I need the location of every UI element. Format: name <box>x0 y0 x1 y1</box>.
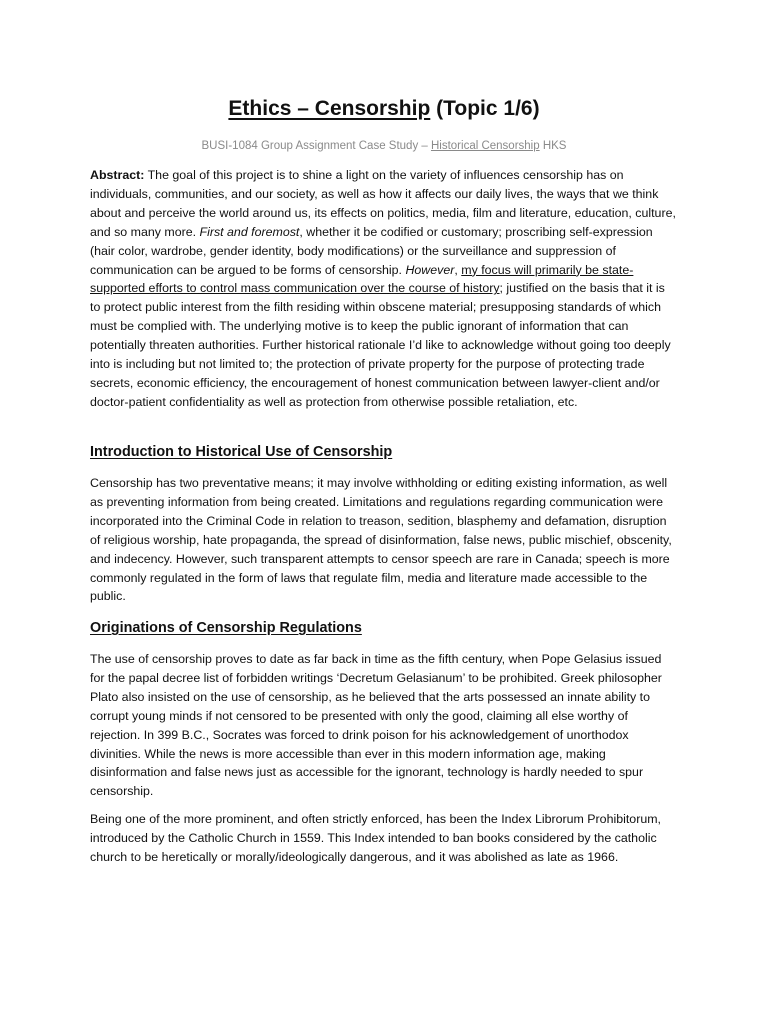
section-paragraph-introduction: Censorship has two preventative means; it may involve withholding or editing existing information, as well as preventing information from being created. Limitations and regulations regarding communication were incorporated into the Criminal Code in relation to treason, sedition, blasphemy and defamation, disruption of religious worship, hate propaganda, the spread of disinformation, false news, public mischief, obscenity, and indecency. However, such transparent attempts to censor speech are rare in Canada; speech is more commonly regulated in the form of laws that regulate film, media and literature made accessible to the public. <box>90 476 672 604</box>
abstract-underlined-focus: my focus will primarily be state-supported efforts to control mass communication over the course of history <box>90 262 634 296</box>
section-heading-originations: Originations of Censorship Regulations <box>90 620 362 636</box>
subtitle-prefix: BUSI-1084 Group Assignment Case Study – <box>201 140 431 152</box>
document-subtitle <box>90 137 678 155</box>
abstract-italic-2: However <box>405 262 455 277</box>
title-main: Ethics – Censorship <box>228 97 431 120</box>
section-paragraph-originations-1: The use of censorship proves to date as far back in time as the fifth century, when Pope Gelasius issued for the papal decree list of forbidden writings ‘Decretum Gelasianum’ to be prohibited. Greek philosopher Plato also insisted on the use of censorship, as he believed that the arts possessed an innate ability to corrupt young minds if not censored to be presented with only the good, claiming all else worthy of rejection. In 399 B.C., Socrates was forced to drink poison for his acknowledgement of unorthodox divinities. While the news is more accessible than ever in this modern information age, making disinformation and false news just as accessible for the ignorant, technology is hardly needed to spur censorship. <box>90 652 662 799</box>
abstract-text-1: The goal of this project is to shine a light on the variety of influences censorship has on individuals, communities, and our society, as well as how it affects our daily lives, the ways that we think about and perceive the world around us, its effects on politics, media, film and literature, education, culture, and so many more. <box>90 168 676 239</box>
title-suffix: (Topic 1/6) <box>430 97 540 120</box>
abstract-italic-1: First and foremost <box>199 224 300 239</box>
abstract-text-3: , <box>454 262 462 277</box>
document-title <box>90 94 678 124</box>
subtitle-link[interactable]: Historical Censorship <box>430 140 540 152</box>
section-heading-introduction: Introduction to Historical Use of Censorship <box>90 444 393 460</box>
section-paragraph-originations-2: Being one of the more prominent, and often strictly enforced, has been the Index Librorum Prohibitorum, introduced by the Catholic Church in 1559. This Index intended to ban books considered by the catholic church to be heretically or morally/ideologically dangerous, and it was abolished as late as 1966. <box>90 812 661 864</box>
abstract-text-2: , whether it be codified or customary; proscribing self-expression (hair color, wardrobe, gender identity, body modifications) or the surveillance and suppression of communication can be argued to be forms of censorship. <box>90 224 653 277</box>
abstract-label: Abstract: <box>90 168 145 182</box>
abstract-text-4: ; justified on the basis that it is to protect public interest from the filth residing within obscene material; presupposing standards of which must be complied with. The underlying motive is to keep the public ignorant of information that can potentially threaten authorities. Further historical rationale I’d like to acknowledge without going too deeply into is including but not limited to; the protection of private property for the purpose of protecting trade secrets, economic efficiency, the encouragement of honest communication between lawyer-client and/or doctor-patient confidentiality as well as protection from otherwise possible retaliation, etc. <box>90 281 671 409</box>
subtitle-suffix: HKS <box>539 140 567 152</box>
abstract-paragraph <box>90 166 678 412</box>
